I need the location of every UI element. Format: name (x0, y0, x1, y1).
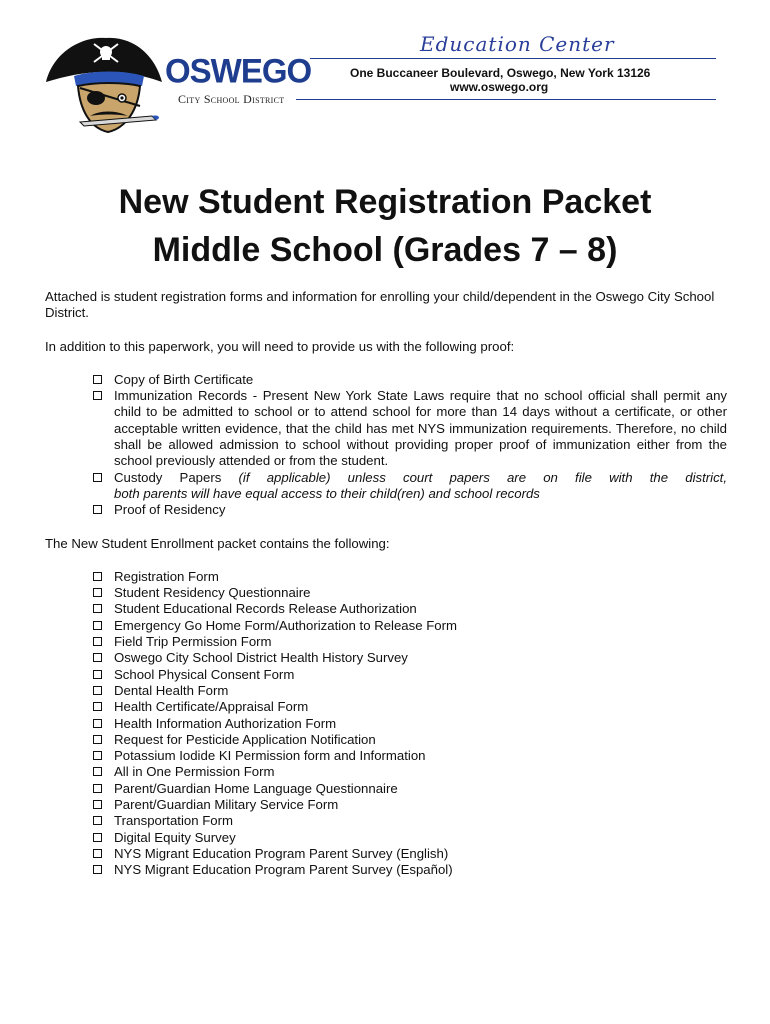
custody-label: Custody Papers (114, 469, 222, 485)
list-item (93, 634, 727, 650)
packet-item-label: Health Certificate/Appraisal Form (114, 699, 309, 715)
packet-item-label: Parent/Guardian Military Service Form (114, 797, 339, 813)
proof-item-label: Immunization Records - Present New York State Laws require that no school official shall permit any child to be admitted to school or to attend school for more than 14 days without a certificate, or other acceptable written evidence, that the child has met NYS immunization requirements. Therefore, no child shall be allowed admission to school without providing proper proof of immunization either from the school previously attended or from the student. (114, 388, 727, 469)
packet-checklist (45, 569, 727, 879)
checkbox-icon (93, 670, 102, 679)
header-rule-bottom (296, 99, 716, 100)
custody-note-inline: (if applicable) (238, 469, 331, 485)
custody-line-1 (114, 470, 727, 486)
packet-item-label: Student Educational Records Release Authorization (114, 601, 417, 617)
packet-item-label: Digital Equity Survey (114, 829, 236, 845)
packet-item-label: NYS Migrant Education Program Parent Survey (English) (114, 845, 449, 861)
document-body (45, 289, 727, 879)
district-address: One Buccaneer Boulevard, Oswego, New York 13126 (350, 66, 651, 80)
education-center-title: Education Center (420, 32, 615, 56)
checkbox-icon (93, 588, 102, 597)
packet-item-label: Emergency Go Home Form/Authorization to Release Form (114, 617, 458, 633)
packet-item-label: Student Residency Questionnaire (114, 585, 311, 601)
list-item (93, 797, 727, 813)
checkbox-icon (93, 473, 102, 482)
checkbox-icon (93, 375, 102, 384)
checkbox-icon (93, 702, 102, 711)
proof-intro-paragraph: In addition to this paperwork, you will need to provide us with the following proof: (45, 338, 515, 354)
district-logo-subtitle: City School District (178, 92, 285, 106)
checkbox-icon (93, 800, 102, 809)
letterhead (0, 0, 770, 140)
district-website: www.oswego.org (450, 80, 549, 94)
checkbox-icon (93, 735, 102, 744)
list-item (93, 830, 727, 846)
packet-item-label: School Physical Consent Form (114, 666, 295, 682)
list-item (93, 585, 727, 601)
checkbox-icon (93, 621, 102, 630)
list-item (93, 732, 727, 748)
packet-intro-paragraph: The New Student Enrollment packet contains the following: (45, 535, 390, 551)
page-title (0, 178, 770, 274)
header-rule-top (310, 58, 716, 59)
checkbox-icon (93, 784, 102, 793)
list-item (93, 388, 727, 469)
proof-checklist (45, 372, 727, 519)
list-item (93, 862, 727, 878)
packet-item-label: Request for Pesticide Application Notification (114, 731, 376, 747)
custody-line-2: both parents will have equal access to their child(ren) and school records (114, 485, 540, 501)
list-item (93, 716, 727, 732)
list-item (93, 683, 727, 699)
proof-item-label: Copy of Birth Certificate (114, 371, 254, 387)
list-item (93, 813, 727, 829)
checkbox-icon (93, 637, 102, 646)
checkbox-icon (93, 816, 102, 825)
list-item (93, 470, 727, 503)
checkbox-icon (93, 849, 102, 858)
packet-item-label: All in One Permission Form (114, 764, 275, 780)
list-item (93, 601, 727, 617)
packet-item-label: Oswego City School District Health History Survey (114, 650, 408, 666)
checkbox-icon (93, 604, 102, 613)
list-item (93, 502, 727, 518)
packet-item-label: Registration Form (114, 568, 219, 584)
proof-item-label: Proof of Residency (114, 502, 226, 518)
list-item (93, 846, 727, 862)
pirate-mascot-logo (44, 30, 164, 142)
title-line-2: Middle School (Grades 7 – 8) (152, 231, 618, 269)
list-item (93, 699, 727, 715)
packet-item-label: Potassium Iodide KI Permission form and Information (114, 748, 426, 764)
checkbox-icon (93, 833, 102, 842)
checkbox-icon (93, 719, 102, 728)
checkbox-icon (93, 391, 102, 400)
list-item (93, 569, 727, 585)
list-item (93, 618, 727, 634)
list-item (93, 667, 727, 683)
packet-item-label: Parent/Guardian Home Language Questionnaire (114, 780, 398, 796)
packet-item-label: Dental Health Form (114, 682, 229, 698)
checkbox-icon (93, 505, 102, 514)
packet-item-label: Transportation Form (114, 813, 233, 829)
list-item (93, 764, 727, 780)
packet-item-label: NYS Migrant Education Program Parent Survey (Español) (114, 862, 453, 878)
title-line-1: New Student Registration Packet (118, 183, 652, 221)
list-item (93, 781, 727, 797)
packet-item-label: Health Information Authorization Form (114, 715, 337, 731)
list-item (93, 372, 727, 388)
checkbox-icon (93, 751, 102, 760)
checkbox-icon (93, 865, 102, 874)
packet-item-label: Field Trip Permission Form (114, 634, 272, 650)
list-item (93, 650, 727, 666)
custody-note-rest: unless court papers are on file with the district, (347, 469, 727, 485)
checkbox-icon (93, 686, 102, 695)
intro-paragraph: Attached is student registration forms and information for enrolling your child/dependent in the Oswego City School District. (45, 289, 715, 321)
district-logo-word: OSWEGO (165, 51, 312, 90)
checkbox-icon (93, 767, 102, 776)
checkbox-icon (93, 653, 102, 662)
list-item (93, 748, 727, 764)
checkbox-icon (93, 572, 102, 581)
